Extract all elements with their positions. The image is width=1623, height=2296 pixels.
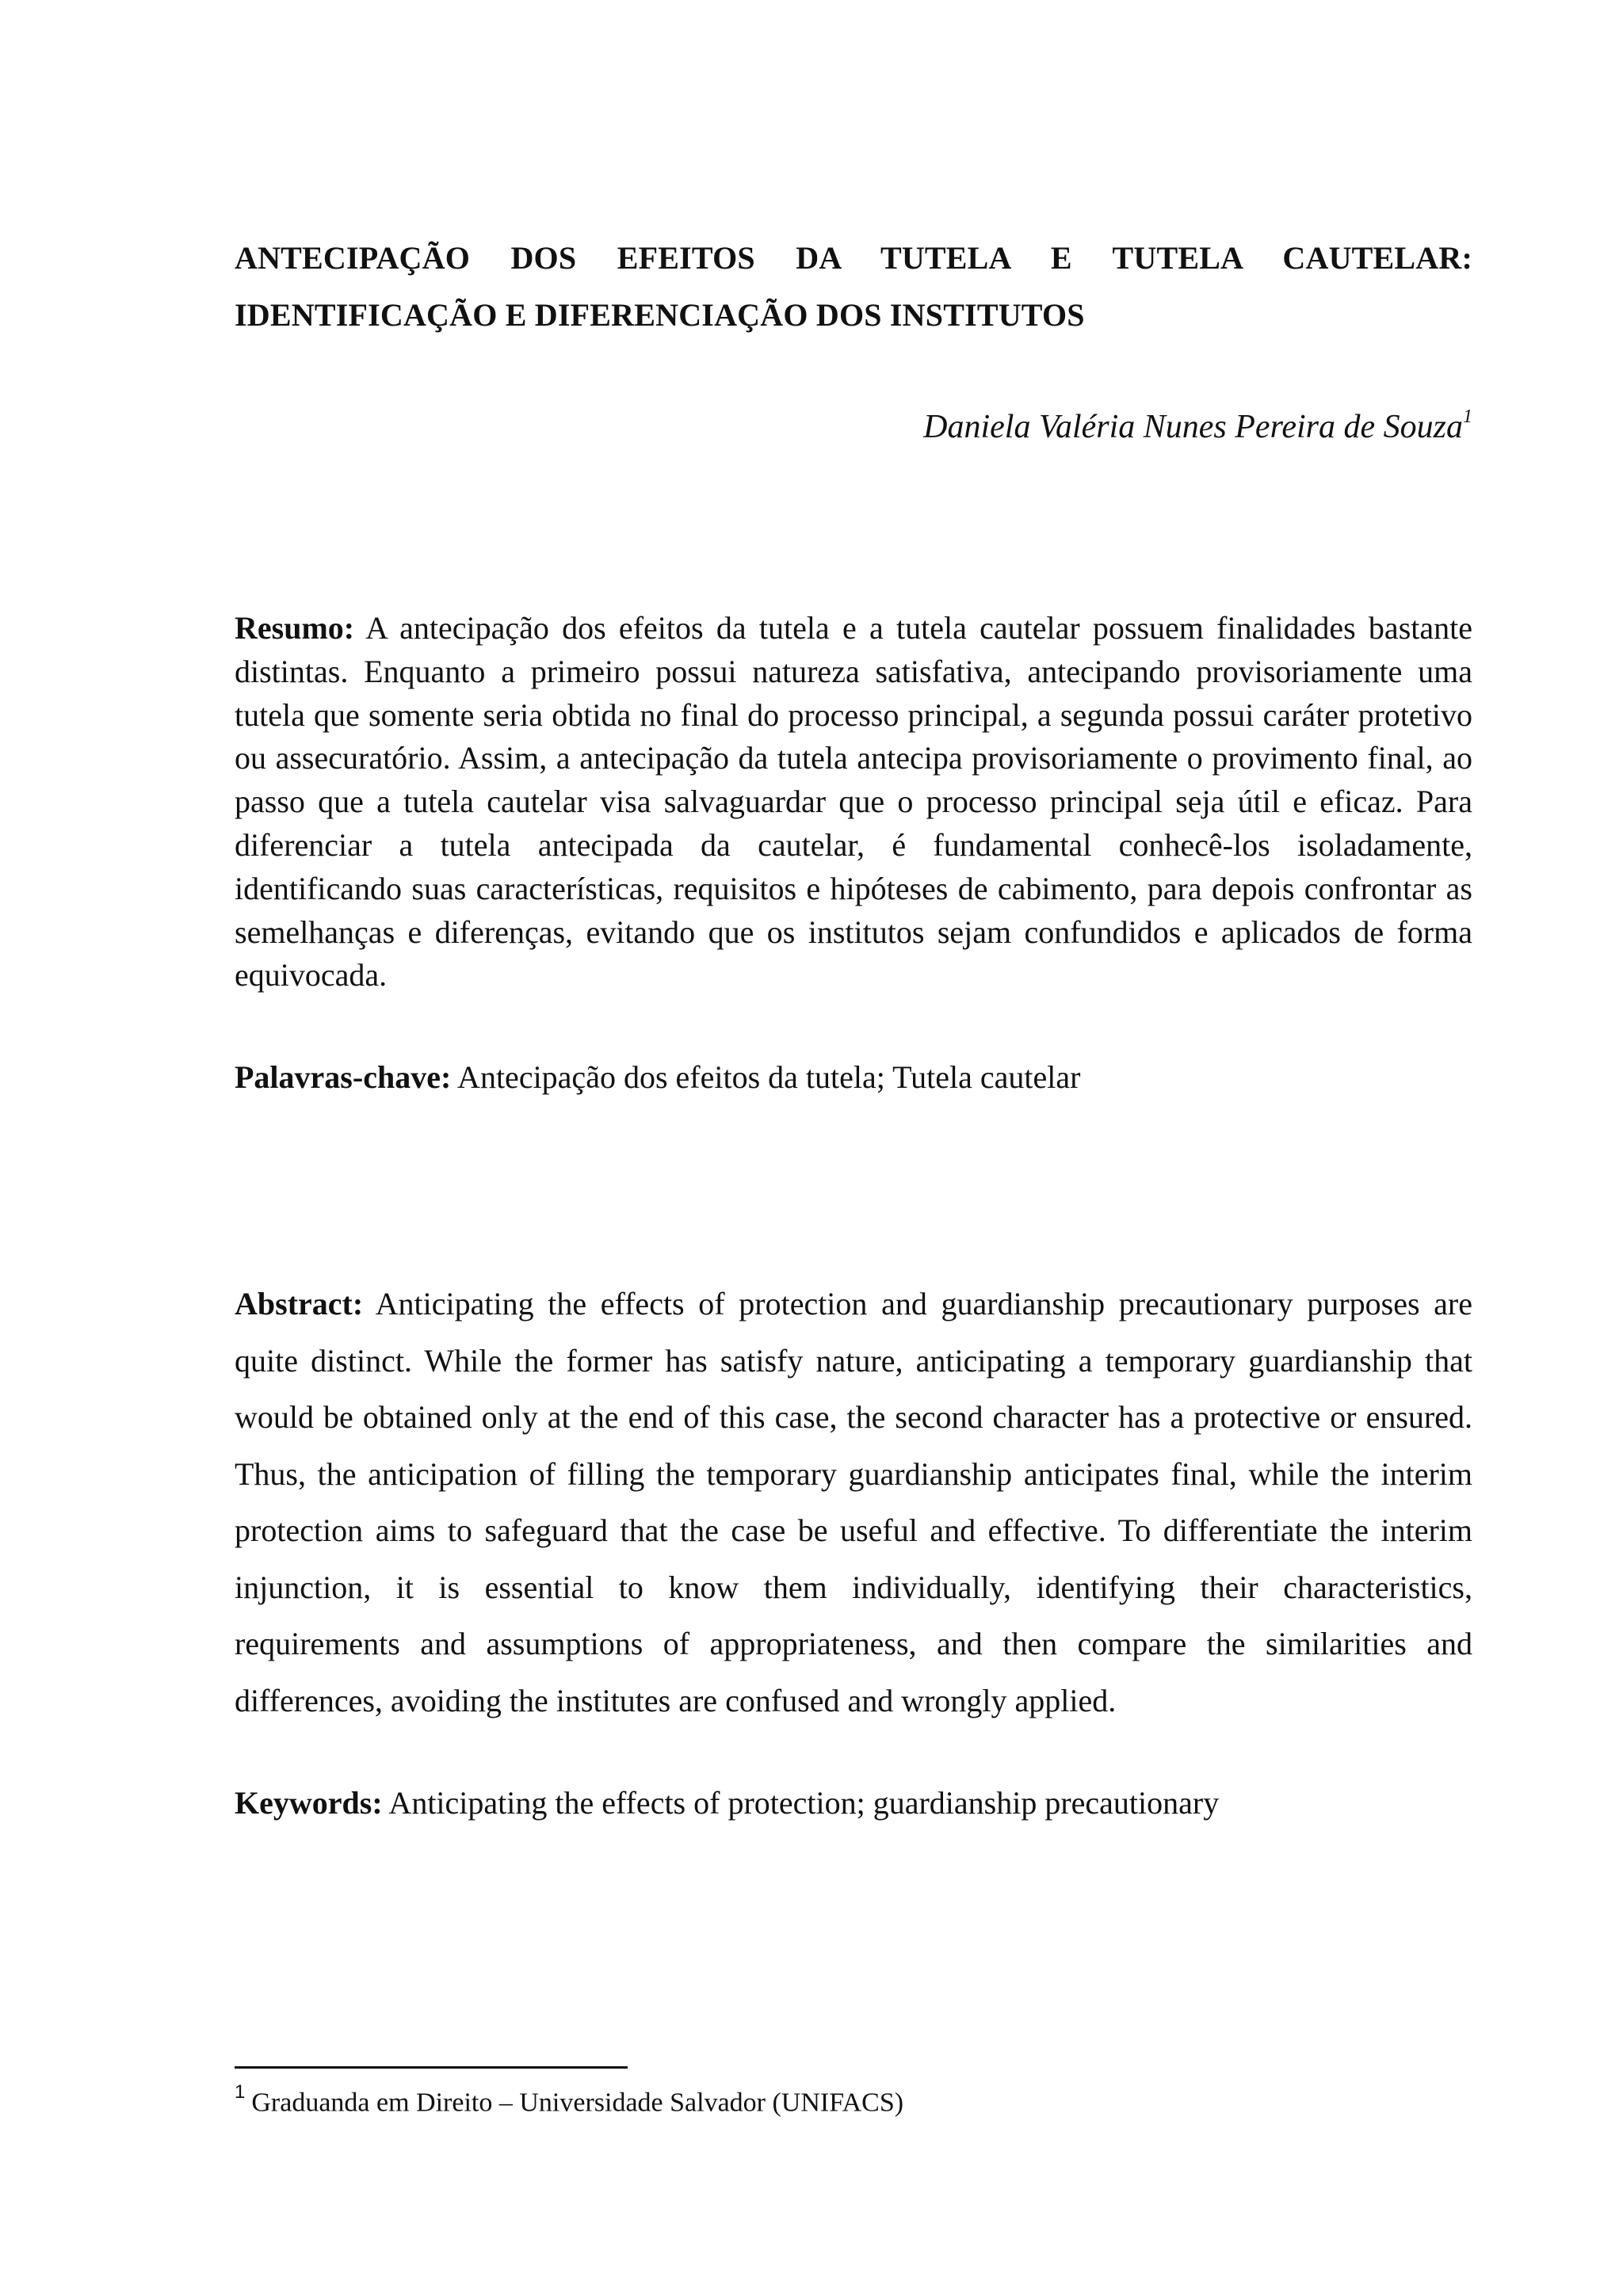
author-name: Daniela Valéria Nunes Pereira de Souza	[923, 409, 1463, 445]
keywords-line	[235, 1779, 1219, 1827]
resumo-paragraph	[235, 607, 1472, 997]
footnote-text: Graduanda em Direito – Universidade Salvador (UNIFACS)	[251, 2088, 904, 2118]
abstract-label: Abstract:	[235, 1286, 364, 1322]
footnote-mark: 1	[235, 2081, 246, 2103]
keywords-text: Anticipating the effects of protection; guardianship precautionary	[382, 1785, 1220, 1821]
author-line	[923, 396, 1472, 451]
author-footnote-mark: 1	[1463, 406, 1472, 427]
footnote	[235, 2076, 903, 2122]
footnote-separator	[235, 2066, 628, 2069]
resumo-text: A antecipação dos efeitos da tutela e a tutela cautelar possuem finalidades bastante distintas. Enquanto a primeiro possui natureza satisfativa, antecipando provisoriamente uma tutela que somente seria obtida no final do processo principal, a segunda possui caráter protetivo ou assecuratório. Assim, a antecipação da tutela antecipa provisoriamente o provimento final, ao passo que a tutela cautelar visa salvaguardar que o processo principal seja útil e eficaz. Para diferenciar a tutela antecipada da cautelar, é fundamental conhecê-los isoladamente, identificando suas características, requisitos e hipóteses de cabimento, para depois confrontar as semelhanças e diferenças, evitando que os institutos sejam confundidos e aplicados de forma equivocada.	[235, 610, 1472, 994]
abstract-text: Anticipating the effects of protection and guardianship precautionary purposes are quite distinct. While the former has satisfy nature, anticipating a temporary guardianship that would be obtained only at the end of this case, the second character has a protective or ensured. Thus, the anticipation of filling the temporary guardianship anticipates final, while the interim protection aims to safeguard that the case be useful and effective. To differentiate the interim injunction, it is essential to know them individually, identifying their characteristics, requirements and assumptions of appropriateness, and then compare the similarities and differences, avoiding the institutes are confused and wrongly applied.	[235, 1286, 1472, 1718]
keywords-label: Keywords:	[235, 1785, 383, 1821]
paper-title-line-2: IDENTIFICAÇÃO E DIFERENCIAÇÃO DOS INSTITUTOS	[235, 297, 1085, 333]
paper-title-line-1: ANTECIPAÇÃO DOS EFEITOS DA TUTELA E TUTELA CAUTELAR:	[235, 240, 1472, 276]
palavras-chave-line	[235, 1054, 1080, 1101]
resumo-label: Resumo:	[235, 610, 355, 646]
palavras-chave-label: Palavras-chave:	[235, 1059, 452, 1095]
abstract-paragraph	[235, 1276, 1472, 1729]
palavras-chave-text: Antecipação dos efeitos da tutela; Tutela cautelar	[451, 1059, 1081, 1095]
paper-title	[235, 230, 1472, 344]
